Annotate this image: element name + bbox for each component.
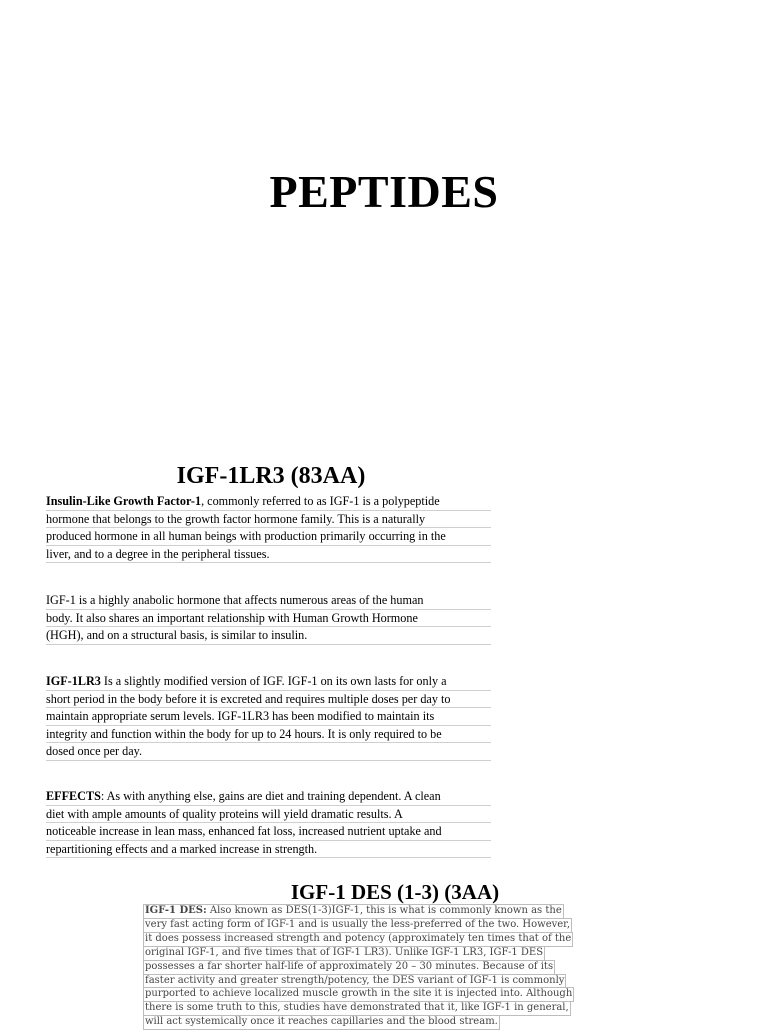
paragraph-line: there is some truth to this, studies have demonstrated that it, like IGF-1 in general, bbox=[143, 1001, 571, 1016]
paragraph-line bbox=[143, 904, 564, 919]
paragraph-line: integrity and function within the body for up to 24 hours. It is only required to be bbox=[46, 726, 491, 744]
paragraph-line bbox=[46, 673, 491, 691]
igf1lr3-description-paragraph bbox=[46, 673, 491, 761]
bold-term: EFFECTS bbox=[46, 789, 101, 803]
paragraph-line: original IGF-1, and five times that of IGF-1 LR3). Unlike IGF-1 LR3, IGF-1 DES bbox=[143, 946, 545, 961]
bold-term: IGF-1 DES: bbox=[145, 905, 207, 916]
paragraph-line bbox=[46, 493, 491, 511]
line-text: Is a slightly modified version of IGF. IGF-1 on its own lasts for only a bbox=[100, 674, 447, 688]
paragraph-line: diet with ample amounts of quality proteins will yield dramatic results. A bbox=[46, 806, 491, 824]
bold-term: Insulin-Like Growth Factor-1 bbox=[46, 494, 202, 508]
paragraph-line: it does possess increased strength and potency (approximately ten times that of the bbox=[143, 932, 573, 947]
paragraph-line: (HGH), and on a structural basis, is similar to insulin. bbox=[46, 627, 491, 645]
paragraph-line: noticeable increase in lean mass, enhanced fat loss, increased nutrient uptake and bbox=[46, 823, 491, 841]
paragraph-line: possesses a far shorter half-life of approximately 20 – 30 minutes. Because of its bbox=[143, 960, 555, 975]
igf1des-heading: IGF-1 DES (1-3) (3AA) bbox=[290, 880, 500, 904]
igf1-anabolic-paragraph bbox=[46, 592, 491, 645]
paragraph-line bbox=[46, 788, 491, 806]
paragraph-line: produced hormone in all human beings with production primarily occurring in the bbox=[46, 528, 491, 546]
igf1lr3-heading: IGF-1LR3 (83AA) bbox=[176, 463, 366, 489]
paragraph-line: very fast acting form of IGF-1 and is usually the less-preferred of the two. However, bbox=[143, 918, 572, 933]
paragraph-line: liver, and to a degree in the peripheral tissues. bbox=[46, 546, 491, 564]
paragraph-line: repartitioning effects and a marked increase in strength. bbox=[46, 841, 491, 859]
paragraph-line: short period in the body before it is excreted and requires multiple doses per day to bbox=[46, 691, 491, 709]
line-text: Also known as DES(1-3)IGF-1, this is what is commonly known as the bbox=[206, 905, 562, 916]
paragraph-line: hormone that belongs to the growth factor hormone family. This is a naturally bbox=[46, 511, 491, 529]
bold-term: IGF-1LR3 bbox=[46, 674, 101, 688]
effects-paragraph bbox=[46, 788, 491, 858]
line-text: : As with anything else, gains are diet and training dependent. A clean bbox=[100, 789, 441, 803]
line-text: , commonly referred to as IGF-1 is a polypeptide bbox=[201, 494, 440, 508]
paragraph-line: will act systemically once it reaches capillaries and the blood stream. bbox=[143, 1015, 500, 1030]
paragraph-line: IGF-1 is a highly anabolic hormone that affects numerous areas of the human bbox=[46, 592, 491, 610]
paragraph-line: dosed once per day. bbox=[46, 743, 491, 761]
paragraph-line: faster activity and greater strength/potency, the DES variant of IGF-1 is commonly bbox=[143, 974, 566, 989]
page-title: PEPTIDES bbox=[269, 166, 499, 217]
paragraph-line: body. It also shares an important relationship with Human Growth Hormone bbox=[46, 610, 491, 628]
paragraph-line: purported to achieve localized muscle growth in the site it is injected into. Although bbox=[143, 987, 574, 1002]
paragraph-line: maintain appropriate serum levels. IGF-1LR3 has been modified to maintain its bbox=[46, 708, 491, 726]
igf1lr3-intro-paragraph bbox=[46, 493, 491, 563]
igf1des-paragraph bbox=[143, 904, 643, 1029]
